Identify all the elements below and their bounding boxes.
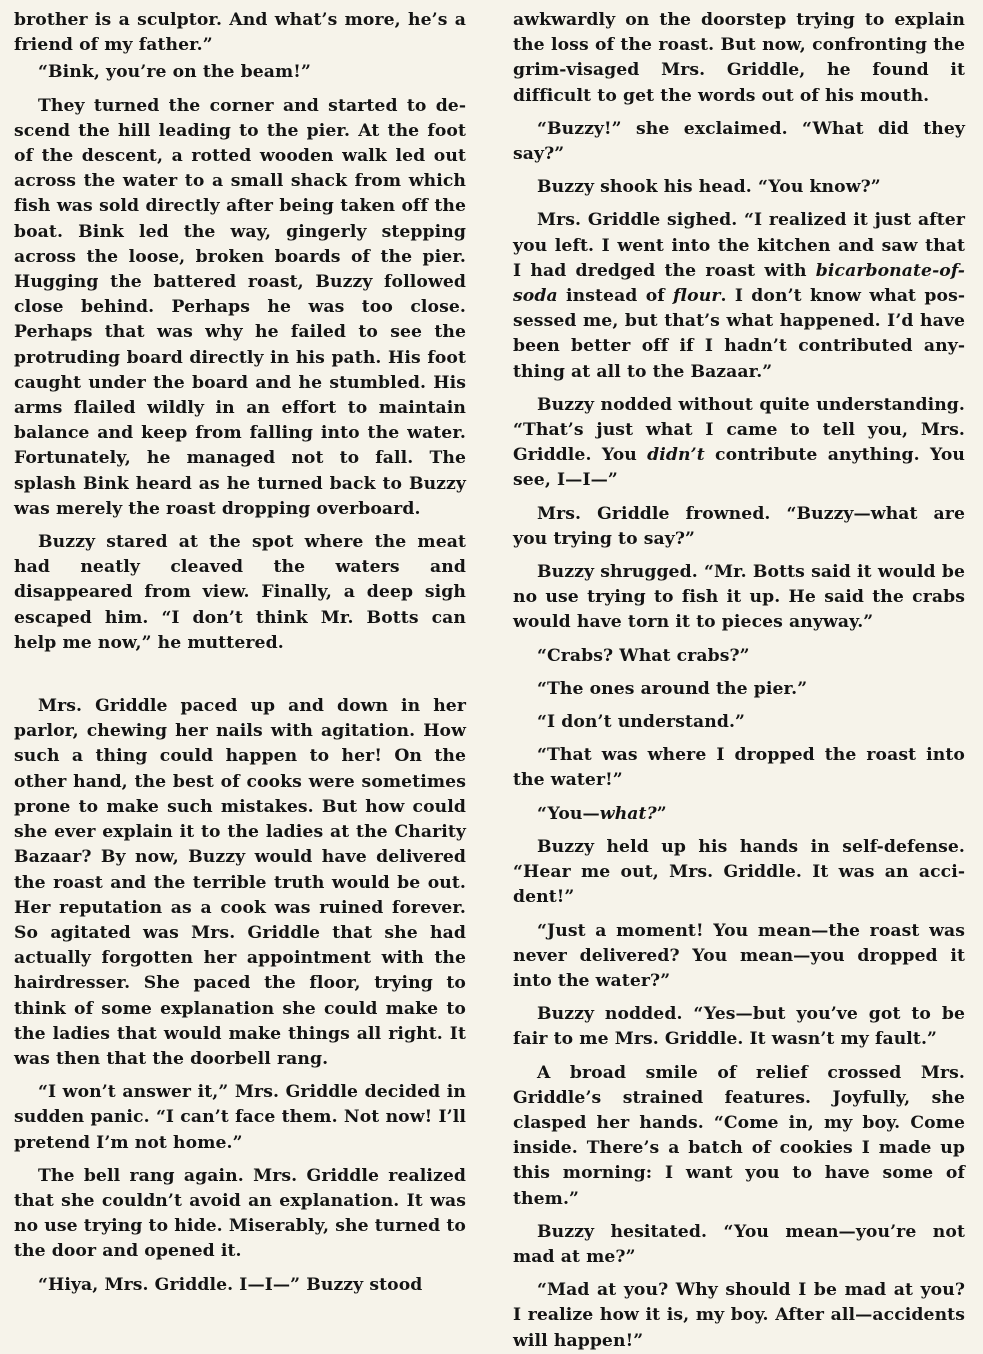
paragraph: Buzzy stared at the spot where the meat had neatly cleaved the waters and disappeared from view. Finally, a deep sigh escaped him. “I don’t think Mr. Botts can help me now,” he muttered. [14,532,466,653]
paragraph: They turned the corner and started to descend the hill leading to the pier. At the foot of the descent, a rotted wooden walk led out across the water to a small shack from which fish was sold directly after being taken off the boat. Bink led the way, gingerly stepping across the loose, broken boards of the pier. Hugging the battered roast, Buzzy followed close behind. Perhaps he was too close. Perhaps that was why he failed to see the protruding board directly in his path. His foot caught under the board and he stumbled. His arms flailed wildly in an effort to maintain balance and keep from falling into the water. Fortunately, he managed not to fall. The splash Bink heard as he turned back to Buzzy was merely the roast dropping overboard. [14,95,466,519]
paragraph: “I won’t answer it,” Mrs. Griddle decided in sudden panic. “I can’t face them. Not now! I’ll pretend I’m not home.” [14,1082,466,1153]
paragraph: Buzzy shook his head. “You know?” [537,177,881,198]
paragraph: “That was where I dropped the roast into the water!” [513,745,965,791]
text-run: Mrs. Griddle sighed. “I realized it just after you left. I went into the kitchen and saw that I had dredged the roast with [513,210,965,281]
paragraph: brother is a sculptor. And what’s more, he’s a friend of my father.” [14,10,466,56]
paragraph: “Bink, you’re on the beam!” [38,62,311,83]
paragraph: Buzzy nodded. “Yes—but you’ve got to be fair to me Mrs. Griddle. It wasn’t my fault.” [513,1004,965,1050]
paragraph: “Hiya, Mrs. Griddle. I—I—” Buzzy stood [38,1274,423,1295]
paragraph: “Buzzy!” she exclaimed. “What did they say?” [513,118,965,165]
right-column [513,8,965,1351]
text-run: ” [656,803,667,824]
text-run: Buzzy nodded without quite understanding. “That’s just what I came to tell you, Mrs. Griddle. You [513,394,965,466]
text-run: instead of [557,286,674,307]
paragraph: “Mad at you? Why should I be mad at you? I realize how it is, my boy. After all—accidents will happen!” [513,1280,965,1351]
paragraph: “Crabs? What crabs?” [537,645,750,666]
paragraph: The bell rang again. Mrs. Griddle realized that she couldn’t avoid an explanation. It was no use trying to hide. Miserably, she turned to the door and opened it. [14,1165,466,1262]
paragraph: Buzzy hesitated. “You mean—you’re not mad at me?” [513,1221,965,1267]
section-break [14,664,466,694]
italic-text: flour [673,286,721,307]
text-run: . I don’t know what possessed me, but that’s what happened. I’d have been better off if I hadn’t contributed anything at all to the Bazaar.” [513,286,965,382]
italic-text: didn’t [647,445,705,466]
text-run: contribute anything. You see, I—I—” [513,445,965,491]
text-run: “You— [537,803,600,824]
paragraph: “Just a moment! You mean—the roast was never delivered? You mean—you dropped it into the water?” [513,920,965,991]
paragraph: “I don’t understand.” [537,712,746,733]
paragraph: Buzzy held up his hands in self-defense. “Hear me out, Mrs. Griddle. It was an accident!” [513,836,965,908]
italic-text: bicarbonate-of-soda [513,260,965,307]
paragraph [513,393,965,494]
paragraph: Buzzy shrugged. “Mr. Botts said it would be no use trying to fish it up. He said the crabs would have torn it to pieces anyway.” [513,562,965,633]
left-column [14,8,466,1312]
paragraph: “The ones around the pier.” [537,678,808,699]
paragraph: Mrs. Griddle paced up and down in her parlor, chewing her nails with agitation. How such a thing could happen to her! On the other hand, the best of cooks were sometimes prone to make such mistakes. But how could she ever explain it to the ladies at the Charity Bazaar? By now, Buzzy would have delivered the roast and the terrible truth would be out. Her reputation as a cook was ruined forever. So agitated was Mrs. Griddle that she had actually forgotten her appointment with the hairdresser. She paced the floor, trying to think of some explanation she could make to the ladies that would make things all right. It was then that the doorbell rang. [14,696,466,1069]
paragraph: A broad smile of relief crossed Mrs. Griddle’s strained features. Joyfully, she clasped her hands. “Come in, my boy. Come inside. There’s a batch of cookies I made up this morning: I want you to have some of them.” [513,1062,965,1209]
paragraph: Mrs. Griddle frowned. “Buzzy—what are you trying to say?” [513,503,965,549]
paragraph [513,208,965,384]
italic-text: what? [599,803,657,824]
paragraph [513,802,965,827]
paragraph: awkwardly on the doorstep trying to explain the loss of the roast. But now, confronting the grim-visaged Mrs. Griddle, he found it difficult to get the words out of his mouth. [513,10,965,106]
